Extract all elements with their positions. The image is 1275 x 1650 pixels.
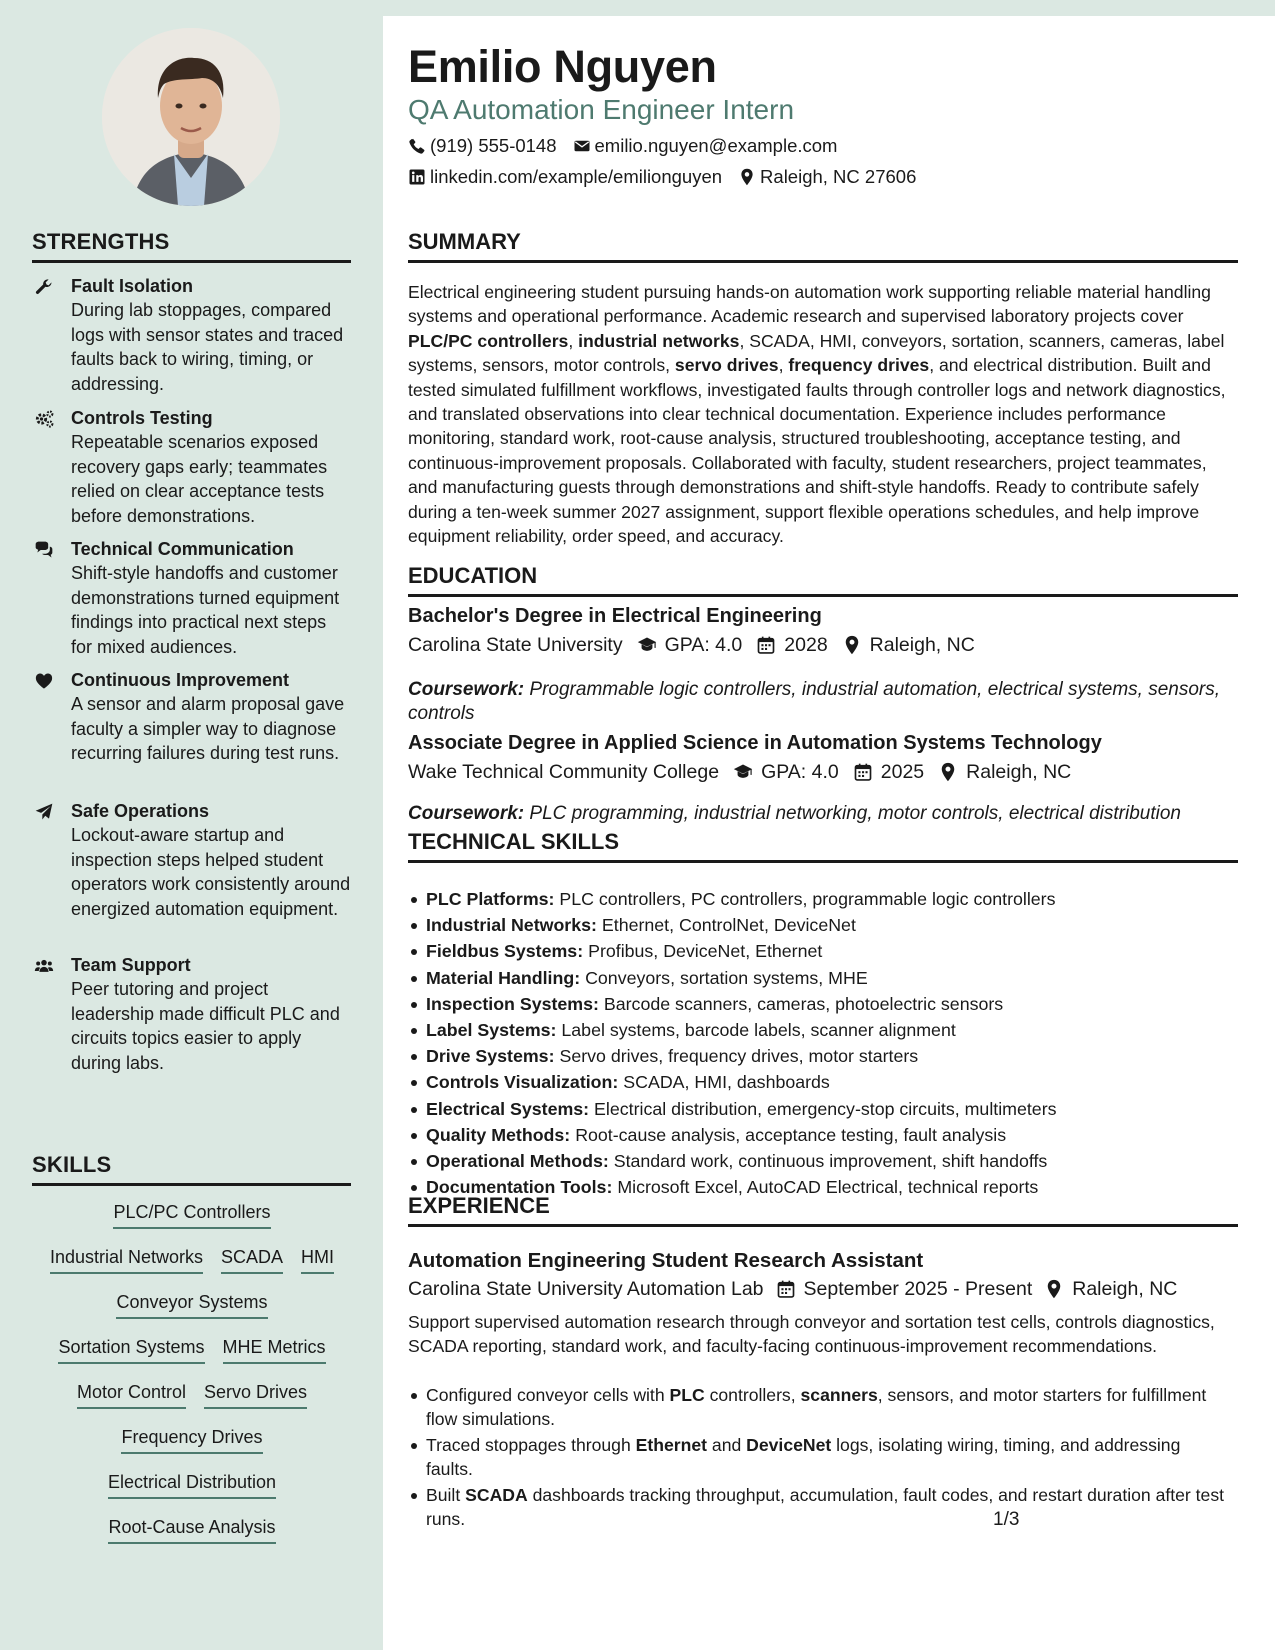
- map-marker-icon: [738, 168, 756, 186]
- strength-item: [32, 537, 352, 659]
- coursework: Coursework: PLC programming, industrial networking, motor controls, electrical distribution: [408, 803, 1181, 824]
- skill-tag: Servo Drives: [204, 1380, 307, 1409]
- skill-row: [32, 1245, 352, 1274]
- heart-icon: [32, 670, 56, 692]
- degree-title: Associate Degree in Applied Science in Automation Systems Technology: [408, 732, 1102, 754]
- year-text: 2025: [880, 761, 925, 783]
- job-bullets: [408, 1383, 1228, 1532]
- sidebar: [0, 0, 383, 1650]
- strength-desc: A sensor and alarm proposal gave faculty a simpler way to diagnose recurring failures during test runs.: [71, 694, 345, 763]
- users-icon: [32, 955, 56, 977]
- skills-heading: SKILLS: [32, 1153, 351, 1186]
- year-text: 2028: [784, 634, 828, 656]
- gears-icon: [32, 408, 56, 430]
- skill-tag: Frequency Drives: [121, 1425, 262, 1454]
- map-marker-icon: [938, 762, 958, 782]
- strength-item: [32, 274, 352, 396]
- strength-title: Fault Isolation: [71, 276, 194, 296]
- list-item: Industrial Networks: Ethernet, ControlNet, DeviceNet: [408, 912, 1238, 938]
- skill-row: [32, 1335, 352, 1364]
- linkedin-link[interactable]: linkedin.com/example/emilionguyen: [430, 166, 723, 187]
- skill-row: [32, 1470, 352, 1499]
- list-item: Material Handling: Conveyors, sortation systems, MHE: [408, 965, 1238, 991]
- technical-skills-heading: TECHNICAL SKILLS: [408, 830, 1238, 863]
- graduation-cap-icon: [733, 762, 753, 782]
- skill-tag: Sortation Systems: [58, 1335, 204, 1364]
- strength-title: Safe Operations: [71, 801, 210, 821]
- location-text: Raleigh, NC: [869, 634, 975, 656]
- coursework: Coursework: Programmable logic controllers, industrial automation, electrical systems, sensors, controls: [408, 679, 1221, 724]
- linkedin-icon: [408, 168, 426, 186]
- map-marker-icon: [1044, 1279, 1064, 1299]
- comments-icon: [32, 539, 56, 561]
- envelope-icon: [573, 137, 591, 155]
- summary-text: Electrical engineering student pursuing hands-on automation work supporting reliable material handling systems and operational performance. Academic research and supervised laboratory projects cover PLC/PC controllers, industrial networks, SCADA, HMI, conveyors, sortation, scanners, cameras, label systems, sensors, motor controls, servo drives, frequency drives, and electrical distribution. Built and tested simulated fulfillment workflows, investigated faults through controller logs and network diagnostics, and translated observations into clear technical documentation. Experience includes performance monitoring, standard work, root-cause analysis, structured troubleshooting, acceptance testing, and continuous-improvement proposals. Collaborated with faculty, student researchers, project teammates, and manufacturing guests through demonstrations and shift-style handoffs. Ready to contribute safely during a ten-week summer 2027 assignment, support flexible operations schedules, and help improve equipment reliability, order speed, and accuracy.: [408, 282, 1226, 547]
- education-meta: [408, 759, 1071, 785]
- list-item: Quality Methods: Root-cause analysis, acceptance testing, fault analysis: [408, 1122, 1238, 1148]
- list-item: Documentation Tools: Microsoft Excel, AutoCAD Electrical, technical reports: [408, 1174, 1238, 1200]
- strength-title: Technical Communication: [71, 539, 294, 559]
- list-item: Drive Systems: Servo drives, frequency drives, motor starters: [408, 1043, 1238, 1069]
- phone-text: (919) 555-0148: [430, 135, 557, 156]
- paper-plane-icon: [32, 801, 56, 823]
- graduation-cap-icon: [637, 635, 657, 655]
- calendar-icon: [776, 1279, 796, 1299]
- skill-tag: MHE Metrics: [223, 1335, 326, 1364]
- skill-row: [32, 1425, 352, 1454]
- phone-icon: [408, 137, 426, 155]
- experience-heading: EXPERIENCE: [408, 1194, 1238, 1227]
- school-name: Wake Technical Community College: [408, 761, 720, 783]
- location-text: Raleigh, NC: [1072, 1278, 1178, 1300]
- list-item: Configured conveyor cells with PLC controllers, scanners, sensors, and motor starters for fulfillment flow simulations.: [408, 1383, 1228, 1432]
- skill-tag: Root-Cause Analysis: [108, 1515, 275, 1544]
- job-description: Support supervised automation research through conveyor and sortation test cells, controls diagnostics, SCADA reporting, standard work, and faculty-facing continuous-improvement recommendations.: [408, 1312, 1215, 1356]
- strength-desc: Shift-style handoffs and customer demonstrations turned equipment findings into practical next steps for mixed audiences.: [71, 563, 340, 657]
- location-text: Raleigh, NC: [966, 761, 1072, 783]
- strength-item: [32, 953, 352, 1075]
- candidate-name: Emilio Nguyen: [408, 41, 717, 92]
- skill-row: [32, 1380, 352, 1409]
- calendar-icon: [756, 635, 776, 655]
- degree-title: Bachelor's Degree in Electrical Engineering: [408, 605, 822, 627]
- profile-photo: [102, 28, 280, 206]
- contact-row: [408, 134, 837, 158]
- list-item: Built SCADA dashboards tracking throughput, accumulation, fault codes, and restart duration after test runs.: [408, 1483, 1228, 1532]
- strengths-heading: STRENGTHS: [32, 230, 351, 263]
- strength-desc: Lockout-aware startup and inspection steps helped student operators work consistently around energized automation equipment.: [71, 825, 351, 919]
- main-content: [383, 16, 1275, 1650]
- job-title: Automation Engineering Student Research Assistant: [408, 1249, 924, 1272]
- skill-tag: HMI: [301, 1245, 334, 1274]
- list-item: Fieldbus Systems: Profibus, DeviceNet, Ethernet: [408, 938, 1238, 964]
- strength-item: [32, 799, 352, 921]
- list-item: Inspection Systems: Barcode scanners, cameras, photoelectric sensors: [408, 991, 1238, 1017]
- wrench-icon: [32, 276, 56, 298]
- summary-heading: SUMMARY: [408, 230, 1238, 263]
- skill-tag: Conveyor Systems: [116, 1290, 267, 1319]
- list-item: Operational Methods: Standard work, continuous improvement, shift handoffs: [408, 1148, 1238, 1174]
- strength-desc: Peer tutoring and project leadership made difficult PLC and circuits topics easier to apply during labs.: [71, 979, 340, 1073]
- list-item: Traced stoppages through Ethernet and DeviceNet logs, isolating wiring, timing, and addressing faults.: [408, 1433, 1228, 1482]
- strength-desc: During lab stoppages, compared logs with sensor states and traced faults back to wiring, timing, or addressing.: [71, 300, 344, 394]
- list-item: Electrical Systems: Electrical distribution, emergency-stop circuits, multimeters: [408, 1096, 1238, 1122]
- skill-tag: PLC/PC Controllers: [113, 1200, 270, 1229]
- strength-desc: Repeatable scenarios exposed recovery gaps early; teammates relied on clear acceptance tests before demonstrations.: [71, 432, 328, 526]
- email-link[interactable]: emilio.nguyen@example.com: [594, 135, 838, 156]
- calendar-icon: [853, 762, 873, 782]
- skill-row: [32, 1515, 352, 1544]
- job-dates: September 2025 - Present: [803, 1278, 1033, 1300]
- list-item: Controls Visualization: SCADA, HMI, dashboards: [408, 1069, 1238, 1095]
- education-meta: [408, 632, 975, 658]
- list-item: Label Systems: Label systems, barcode labels, scanner alignment: [408, 1017, 1238, 1043]
- skill-row: [32, 1200, 352, 1229]
- location-text: Raleigh, NC 27606: [760, 166, 917, 187]
- job-meta: [408, 1276, 1177, 1302]
- contact-row: [408, 165, 916, 189]
- education-heading: EDUCATION: [408, 564, 1238, 597]
- organization-name: Carolina State University Automation Lab: [408, 1278, 764, 1300]
- skill-tag: Industrial Networks: [50, 1245, 203, 1274]
- strength-title: Controls Testing: [71, 408, 213, 428]
- gpa-text: GPA: 4.0: [761, 761, 839, 783]
- strength-title: Team Support: [71, 955, 191, 975]
- gpa-text: GPA: 4.0: [664, 634, 743, 656]
- strength-item: [32, 406, 352, 528]
- school-name: Carolina State University: [408, 634, 623, 656]
- technical-skills-list: [408, 886, 1238, 1200]
- candidate-role: QA Automation Engineer Intern: [408, 94, 795, 125]
- skill-tag: Motor Control: [77, 1380, 186, 1409]
- skill-tag: SCADA: [221, 1245, 283, 1274]
- list-item: PLC Platforms: PLC controllers, PC controllers, programmable logic controllers: [408, 886, 1238, 912]
- strength-item: [32, 668, 352, 766]
- page-number: 1/3: [993, 1509, 1020, 1530]
- skill-row: [32, 1290, 352, 1319]
- map-marker-icon: [842, 635, 862, 655]
- strength-title: Continuous Improvement: [71, 670, 290, 690]
- skill-tag: Electrical Distribution: [108, 1470, 276, 1499]
